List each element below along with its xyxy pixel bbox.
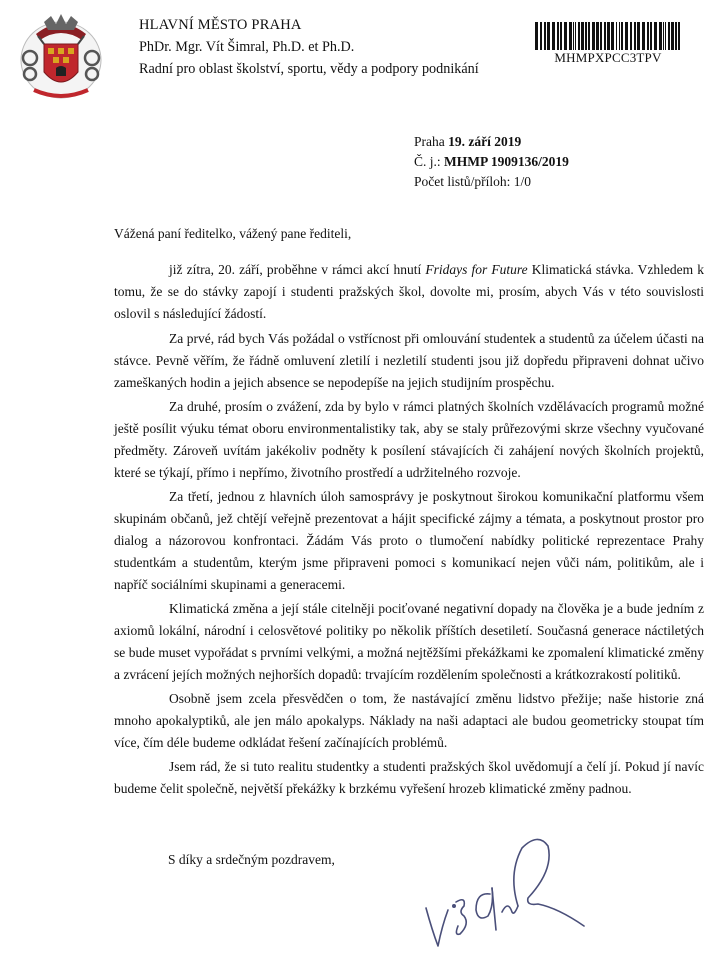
letter-meta: [414, 132, 569, 192]
barcode-bar: [544, 22, 546, 50]
salutation: Vážená paní ředitelko, vážený pane řediteli,: [114, 226, 352, 241]
barcode-bar: [625, 22, 628, 50]
barcode-bar: [600, 22, 602, 50]
paragraph-6: Osobně jsem zcela přesvědčen o tom, že nastávající změnu lidstvo přežije; naše historie zná mnoho apokalyptiků, ale jen málo apokalyps. Náklady na naši adaptaci ale budou geometricky stoupat tím více, čím déle budeme odkládat řešení začínajících problémů.: [114, 691, 704, 750]
barcode-bar: [581, 22, 584, 50]
movement-name: Fridays for Future: [425, 262, 528, 277]
letter-body: [114, 259, 704, 802]
barcode-bar: [560, 22, 562, 50]
paragraph-2: Za prvé, rád bych Vás požádal o vstřícnost při omlouvání studentek a studentů za účelem účasti na stávce. Pevně věřím, že řádně omluvení zletilí i nezletilí studenti jsou již dopředu připraveni dohnat učivo zameškaných hodin a jejich absence se nepodepíše na jejich studijním prospěchu.: [114, 331, 704, 390]
barcode-bar: [650, 22, 652, 50]
paragraph-3: Za druhé, prosím o zvážení, zda by bylo v rámci platných školních vzdělávacích programů možné ještě posílit výuku témat oboru environmentalistiky tak, aby se staly průřezovými skrze všechny vyučované předměty. Zároveň uvítám jakékoliv podněty k posílení stávajících či zahájení nových školních projektů, které se týkají, přímo i nepřímo, životního prostředí a udržitelného rozvoje.: [114, 399, 704, 480]
barcode-bar: [585, 22, 587, 50]
barcode-bar: [665, 22, 666, 50]
barcode-bar: [668, 22, 670, 50]
barcode-bar: [675, 22, 677, 50]
barcode-bar: [596, 22, 599, 50]
date-line: [414, 132, 569, 152]
barcode-bar: [630, 22, 632, 50]
paragraph-5: Klimatická změna a její stále citelněji pociťované negativní dopady na člověka je a bude jedním z axiomů lokální, národní i celosvětové politiky po několik příštích desetiletí. Současná generace náctiletých se bude muset vypořádat s prvními velkými, a možná nejtěžšími překážkami ke zpomalení klimatické změny a zvrácení jejích možných nejhorších dopadů: trvajícím rozdělením společnosti a krátkozrakostí politiků.: [114, 601, 704, 682]
official-position: Radní pro oblast školství, sportu, vědy a podpory podnikání: [139, 61, 479, 77]
barcode-bar: [634, 22, 636, 50]
barcode-bar: [659, 22, 662, 50]
barcode-bar: [654, 22, 657, 50]
barcode-bar: [588, 22, 590, 50]
handwritten-signature: [418, 830, 588, 956]
paragraph-4: Za třetí, jednou z hlavních úloh samosprávy je poskytnout širokou komunikační platformu všem skupinám občanů, jež chtějí veřejně prezentovat a hájit specifické zájmy a témata, a poskytnout prostor pro dialog a názorovou konfrontaci. Žádám Vás proto o tlumočení nabídky politické reprezentace Prahy studentkám a studentům, kterým jsme připraveni pomoci s komunikací nejen vůči nám, politikům, ale i napříč sociálními skupinami a generacemi.: [114, 489, 704, 592]
barcode-bar: [592, 22, 595, 50]
barcode-bar: [535, 22, 538, 50]
pages-label: Počet listů/příloh:: [414, 174, 514, 189]
barcode-bar: [607, 22, 610, 50]
reference-number: MHMP 1909136/2019: [444, 154, 569, 169]
pages-line: [414, 172, 569, 192]
paragraph-1: [114, 259, 704, 325]
barcode-bar: [578, 22, 580, 50]
barcode-bar: [540, 22, 542, 50]
barcode-bar: [619, 22, 620, 50]
barcode-bar: [663, 22, 664, 50]
barcode-bar: [569, 22, 572, 50]
barcode-block: [533, 22, 683, 72]
place: Praha: [414, 134, 449, 149]
barcode-bar: [573, 22, 574, 50]
pages-value: 1/0: [513, 174, 532, 189]
barcode-bar: [604, 22, 606, 50]
barcode-bar: [637, 22, 640, 50]
barcode-bar: [564, 22, 567, 50]
barcode-bar: [552, 22, 555, 50]
barcode-bar: [611, 22, 614, 50]
paragraph-1-start: již zítra, 20. září, proběhne v rámci akcí hnutí: [169, 262, 426, 277]
barcode-bar: [547, 22, 550, 50]
barcode-bar: [642, 22, 645, 50]
date: 19. září 2019: [448, 134, 522, 149]
paragraph-7: Jsem rád, že si tuto realitu studentky a studenti pražských škol uvědomují a čelí jí. Pokud jí navíc budeme čelit společně, největší překážky k brzkému vyřešení hrozeb klimatické změny padnou.: [114, 759, 704, 796]
barcode-bar: [621, 22, 623, 50]
barcode-bar: [678, 22, 680, 50]
barcode-bar: [575, 22, 576, 50]
prague-coat-of-arms-logo: [16, 10, 106, 102]
paragraph-1-end: Klimatická stávka. Vzhledem k tomu, že se do stávky zapojí i studenti pražských škol, dovolte mi, prosím, abych Vás v této souvislosti oslovil s následující žádostí.: [114, 262, 705, 321]
barcode-bar: [647, 22, 649, 50]
reference-label: Č. j.:: [414, 154, 445, 169]
barcode-icon: [533, 22, 683, 50]
barcode-bar: [616, 22, 617, 50]
barcode-bar: [557, 22, 559, 50]
organization-name: HLAVNÍ MĚSTO PRAHA: [139, 17, 302, 33]
closing: S díky a srdečným pozdravem,: [168, 852, 335, 867]
barcode-code: MHMPXPCC3TPV: [554, 50, 662, 65]
official-name: PhDr. Mgr. Vít Šimral, Ph.D. et Ph.D.: [139, 39, 355, 55]
reference-line: [414, 152, 569, 172]
letterhead: [139, 14, 479, 80]
barcode-bar: [671, 22, 674, 50]
